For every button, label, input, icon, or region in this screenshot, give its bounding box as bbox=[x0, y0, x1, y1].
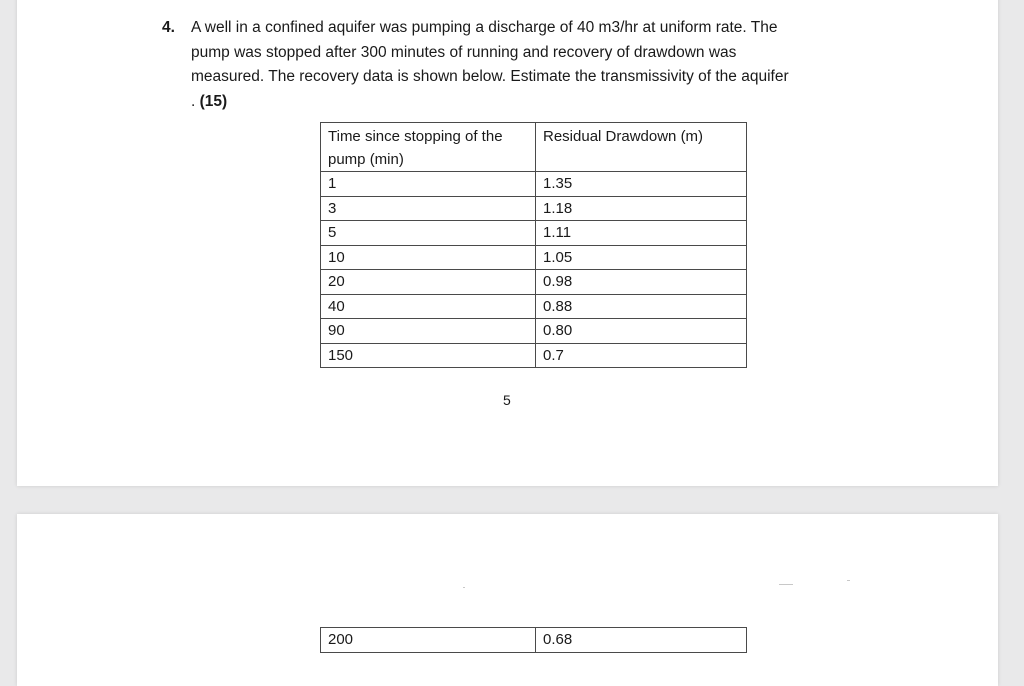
table-row bbox=[321, 343, 747, 368]
table-row bbox=[321, 270, 747, 295]
time-cell: 1 bbox=[321, 172, 536, 197]
time-cell: 3 bbox=[321, 196, 536, 221]
table-row bbox=[321, 319, 747, 344]
drawdown-cell: 1.18 bbox=[536, 196, 747, 221]
drawdown-cell: 1.35 bbox=[536, 172, 747, 197]
table-row bbox=[321, 245, 747, 270]
document-page-2 bbox=[17, 514, 998, 686]
recovery-data-table-continued bbox=[320, 627, 747, 653]
time-cell: 40 bbox=[321, 294, 536, 319]
question-line-prefix: . bbox=[191, 92, 200, 110]
scan-speck bbox=[463, 587, 465, 588]
drawdown-cell: 0.80 bbox=[536, 319, 747, 344]
time-cell: 20 bbox=[321, 270, 536, 295]
table-row bbox=[321, 196, 747, 221]
time-cell: 200 bbox=[321, 628, 536, 653]
drawdown-cell: 0.68 bbox=[536, 628, 747, 653]
time-cell: 90 bbox=[321, 319, 536, 344]
table-row bbox=[321, 628, 747, 653]
time-cell: 5 bbox=[321, 221, 536, 246]
drawdown-cell: 0.88 bbox=[536, 294, 747, 319]
table-row bbox=[321, 172, 747, 197]
question-number: 4. bbox=[162, 19, 175, 36]
time-cell: 10 bbox=[321, 245, 536, 270]
question-line-4 bbox=[191, 90, 227, 115]
scan-speck bbox=[779, 584, 793, 585]
page-number: 5 bbox=[503, 392, 511, 408]
table-row bbox=[321, 221, 747, 246]
time-cell: 150 bbox=[321, 343, 536, 368]
drawdown-cell: 0.7 bbox=[536, 343, 747, 368]
question-line-2: pump was stopped after 300 minutes of running and recovery of drawdown was bbox=[191, 43, 737, 61]
drawdown-cell: 0.98 bbox=[536, 270, 747, 295]
table-header-row bbox=[321, 123, 747, 172]
document-page-1 bbox=[17, 0, 998, 486]
column-header-drawdown: Residual Drawdown (m) bbox=[536, 123, 747, 172]
scan-speck bbox=[847, 580, 850, 581]
column-header-time: Time since stopping of the pump (min) bbox=[321, 123, 536, 172]
question-line-3: measured. The recovery data is shown below. Estimate the transmissivity of the aquifer bbox=[191, 68, 789, 85]
question-line-1: A well in a confined aquifer was pumping a discharge of 40 m3/hr at uniform rate. The bbox=[191, 19, 778, 36]
question-marks: (15) bbox=[199, 92, 228, 110]
table-row bbox=[321, 294, 747, 319]
drawdown-cell: 1.11 bbox=[536, 221, 747, 246]
drawdown-cell: 1.05 bbox=[536, 245, 747, 270]
recovery-data-table bbox=[320, 122, 747, 368]
